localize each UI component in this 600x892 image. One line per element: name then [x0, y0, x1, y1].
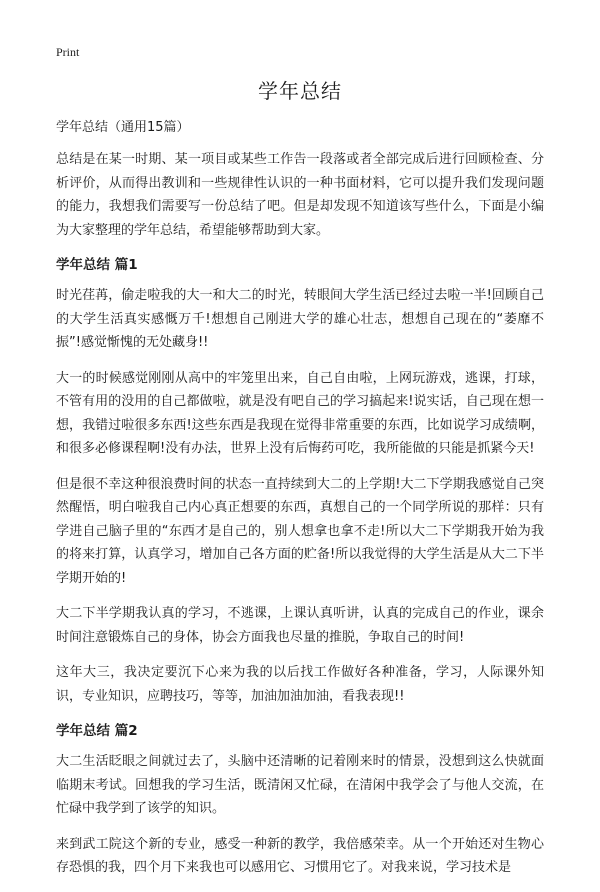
document-page: [56, 76, 544, 892]
print-link[interactable]: Print: [56, 45, 80, 59]
document-subtitle: 学年总结（通用15篇）: [56, 120, 190, 135]
paragraph: 大二下半学期我认真的学习，不逃课，上课认真听讲，认真的完成自己的作业，课余时间注意锻炼自己的身体，协会方面我也尽量的推脱，争取自己的时间!: [56, 606, 544, 645]
paragraph: 大一的时候感觉刚刚从高中的牢笼里出来，自己自由啦，上网玩游戏，逃课，打球，不管有用的没用的自己都做啦，就是没有吧自己的学习搞起来!说实话，自己现在想一想，我错过啦很多东西!这些东西是我现在觉得非常重要的东西，比如说学习成绩啊，和很多必修课程啊!没有办法，世界上没有后悔药可吃，我所能做的只能是抓紧今天!: [56, 370, 544, 456]
paragraph: 时光荏苒，偷走啦我的大一和大二的时光，转眼间大学生活已经过去啦一半!回顾自己的大学生活真实感慨万千!想想自己刚进大学的雄心壮志，想想自己现在的“萎靡不振”!感觉惭愧的无处藏身!!: [56, 288, 544, 350]
page-title: 学年总结: [258, 79, 342, 103]
paragraph: 大二生活眨眼之间就过去了，头脑中还清晰的记着刚来时的情景，没想到这么快就面临期末考试。回想我的学习生活，既清闲又忙碌，在清闲中我学会了与他人交流，在忙碌中我学到了该学的知识。: [56, 754, 544, 816]
paragraph: 但是很不幸这种很浪费时间的状态一直持续到大二的上学期!大二下学期我感觉自己突然醒悟，明白啦我自己内心真正想要的东西，真想自己的一个同学所说的那样：只有学进自己脑子里的“东西才是自己的，别人想拿也拿不走!所以大二下学期我开始为我的将来打算，认真学习，增加自己各方面的贮备!所以我觉得的大学生活是从大二下半学期开始的!: [56, 476, 544, 586]
section-heading-1: 学年总结 篇1: [56, 257, 138, 273]
paragraph: 这年大三，我决定要沉下心来为我的以后找工作做好各种准备，学习，人际课外知识，专业知识，应聘技巧，等等，加油加油加油，看我表现!!: [56, 665, 544, 704]
intro-paragraph: 总结是在某一时期、某一项目或某些工作告一段落或者全部完成后进行回顾检查、分析评价，从而得出教训和一些规律性认识的一种书面材料，它可以提升我们发现问题的能力，我想我们需要写一份总结了吧。但是却发现不知道该写些什么，下面是小编为大家整理的学年总结，希望能够帮助到大家。: [56, 152, 544, 238]
section-heading-2: 学年总结 篇2: [56, 723, 138, 739]
paragraph: 来到武工院这个新的专业，感受一种新的教学，我倍感荣幸。从一个开始还对生物心存恐惧的我，四个月下来我也可以感用它、习惯用它了。对我来说，学习技术是: [56, 836, 544, 875]
